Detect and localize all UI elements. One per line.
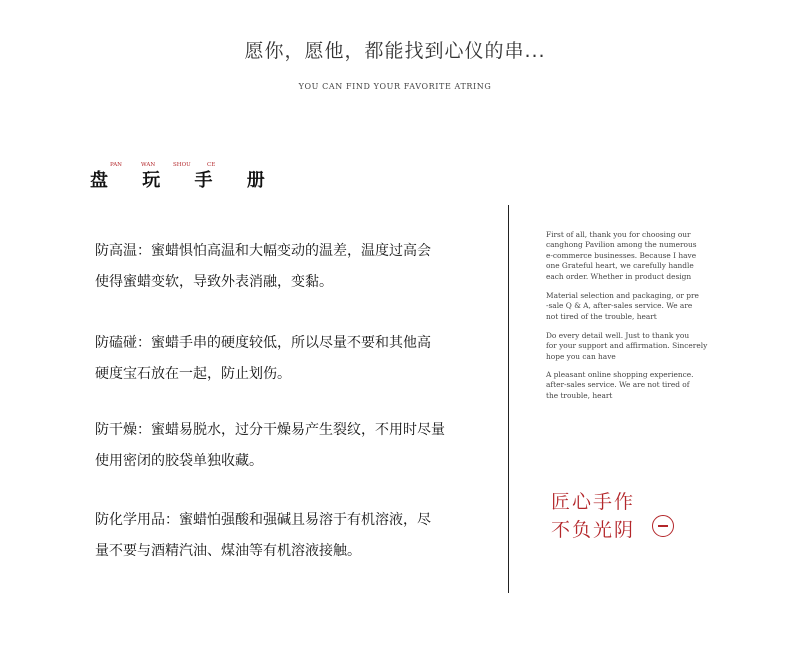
english-line: -sale Q & A, after-sales service. We are <box>546 301 693 311</box>
pinyin-wan: WAN <box>141 162 156 168</box>
tip-line: 量不要与酒精汽油、煤油等有机溶液接触。 <box>95 543 361 559</box>
tip-line: 使得蜜蜡变软，导致外表消融，变黏。 <box>95 274 333 290</box>
english-line: First of all, thank you for choosing our <box>546 230 691 239</box>
subline: YOU CAN FIND YOUR FAVORITE ATRING <box>298 82 492 91</box>
english-paragraph <box>546 370 721 401</box>
vertical-divider <box>508 205 509 593</box>
english-paragraph <box>546 230 721 282</box>
tip-dryness <box>95 415 495 477</box>
tip-line: 硬度宝石放在一起，防止划伤。 <box>95 366 291 382</box>
tip-heat <box>95 236 495 298</box>
pinyin-pan: PAN <box>110 162 122 168</box>
tip-chemicals <box>95 505 495 567</box>
slogan-line-1: 匠心手作 <box>551 491 636 513</box>
pinyin-ce: CE <box>207 162 216 168</box>
english-line: Do every detail well. Just to thank you <box>546 331 690 340</box>
tip-line: 使用密闭的胶袋单独收藏。 <box>95 453 263 469</box>
tip-line: 防干燥：蜜蜡易脱水，过分干燥易产生裂纹，不用时尽量 <box>95 422 445 438</box>
pinyin-shou: SHOU <box>173 162 191 168</box>
headline: 愿你，愿他，都能找到心仪的串... <box>244 40 546 62</box>
english-paragraph <box>546 291 721 322</box>
english-line: Material selection and packaging, or pre <box>546 291 699 300</box>
english-line: after-sales service. We are not tired of <box>546 380 690 390</box>
slogan-line-2: 不负光阴 <box>551 519 636 541</box>
english-line: A pleasant online shopping experience. <box>546 370 694 379</box>
english-line: for your support and affirmation. Sincerely <box>546 341 708 351</box>
english-line: canghong Pavilion among the numerous <box>546 240 697 250</box>
tip-line: 防化学用品：蜜蜡怕强酸和强碱且易溶于有机溶液，尽 <box>95 512 431 528</box>
english-line: one Grateful heart, we carefully handle <box>546 261 694 271</box>
tip-impact <box>95 328 495 390</box>
english-line: not tired of the trouble, heart <box>546 311 657 321</box>
english-line: e-commerce businesses. Because I have <box>546 250 697 260</box>
manual-title: 盘 玩 手 册 <box>90 170 279 191</box>
english-line: each order. Whether in product design <box>546 271 692 281</box>
tip-line: 防磕碰：蜜蜡手串的硬度较低，所以尽量不要和其他高 <box>95 335 431 351</box>
english-line: the trouble, heart <box>546 390 613 400</box>
tip-line: 防高温：蜜蜡惧怕高温和大幅变动的温差，温度过高会 <box>95 243 431 259</box>
circle-minus-icon <box>652 515 674 537</box>
english-line: hope you can have <box>546 351 616 361</box>
english-paragraph <box>546 331 721 362</box>
